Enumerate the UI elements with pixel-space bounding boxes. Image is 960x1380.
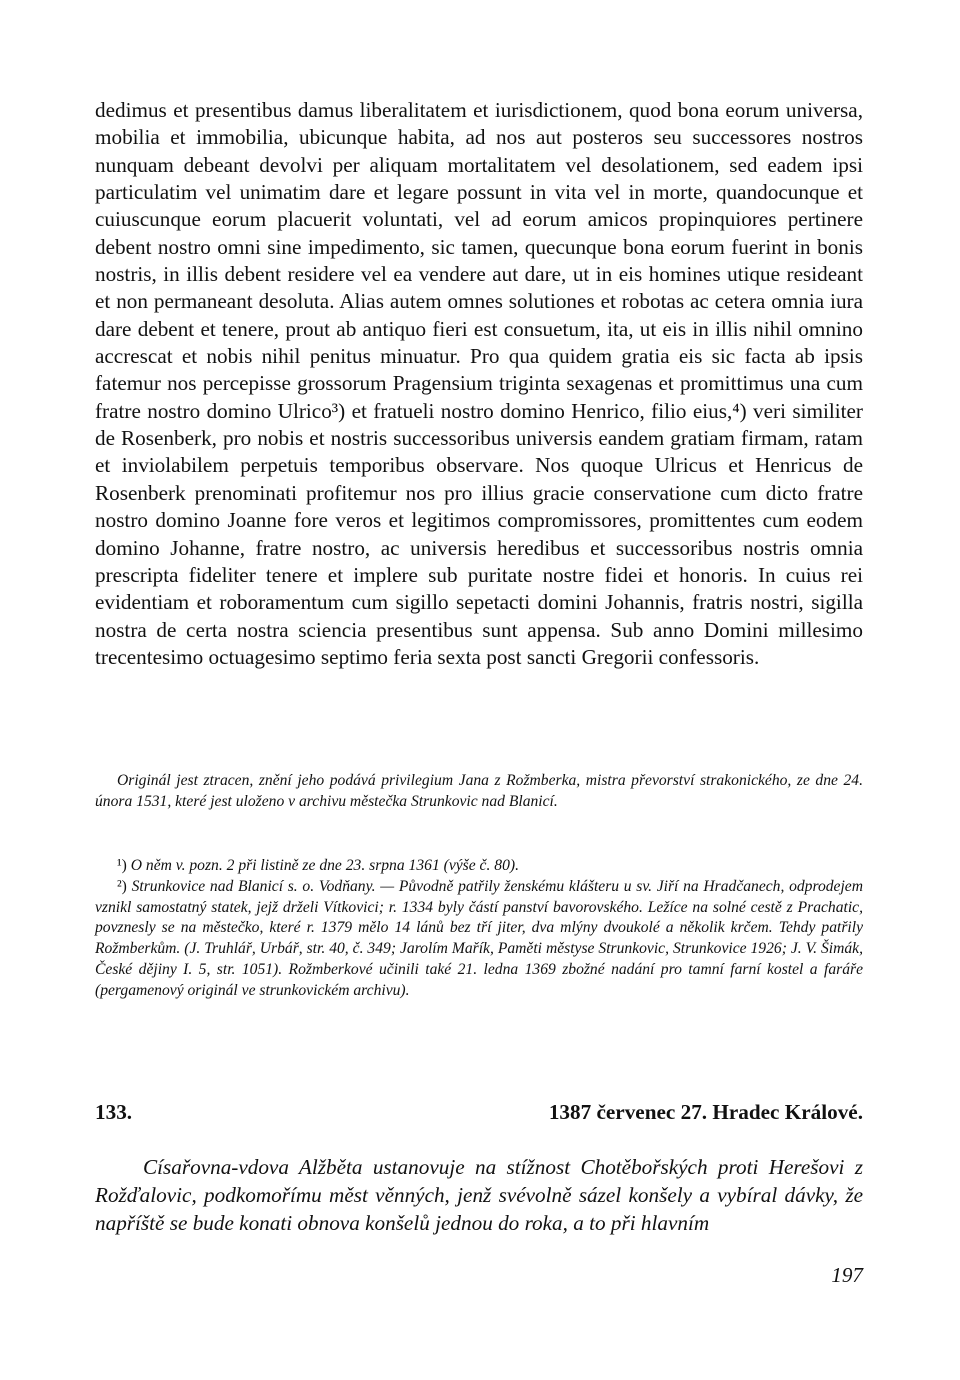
charter-text: dedimus et presentibus damus liberalitatem et iurisdictionem, quod bona eorum universa, mobilia et immobilia, ubicunque habita, ad nos aut posteros seu successores nostros nunquam debeant devolvi per aliquam mortalitatem vel desolationem, sed eadem ipsi particulatim vel unimatim dare et legare possunt in vita vel in morte, quandocunque et cuiuscunque eorum placuerit voluntati, vel ad eorum amicos propinquiores pertinere debent nostro omni sine impedimento, sic tamen, quecunque bona eorum fuerint in bonis nostris, in illis debent residere vel ea vendere aut dare, ut in eis homines utique resideant et non permaneant desoluta. Alias autem omnes solutiones et robotas ac cetera omnia iura dare debent et tenere, prout ab antiquo fieri est consuetum, ita, ut eis in illis nihil omnino accrescat et nobis nihil penitus minuatur. Pro qua quidem gratia eis sic facta ab ipsis fatemur nos percepisse grossorum Pragensium triginta sexagenas et promittimus una cum fratre nostro domino Ulrico³) et fratueli nostro domino Henrico, filio eius,⁴) veri similiter de Rosenberk, pro nobis et nostris successoribus universis eandem gratiam firmam, ratam et inviolabilem perpetuis temporibus observare. Nos quoque Ulricus et Henricus de Rosenberk prenominati profitemur nos pro illius gracie conservatione cum dicto fratre nostro domino Joanne fore veros et legitimos compromissores, promittentes cum eodem domino Johanne, fratre nostro, ac universis heredibus et successoribus nostris omnia prescripta fideliter tenere et implere sub puritate nostre fidei et honoris. In cuius rei evidentiam et roboramentum cum sigillo sepetacti domini Johannis, fratris nostri, sigilla nostra de certa nostra sciencia presentibus sunt appensa. Sub anno Domini millesimo trecentesimo octuagesimo septimo feria sexta post sancti Gregorii confessoris. xyxy=(95,98,863,669)
footnote-1 xyxy=(95,856,863,877)
footnote-marker: ²) xyxy=(117,877,127,895)
page-number: 197 xyxy=(831,1263,863,1287)
archival-note: Originál jest ztracen, znění jeho podává privilegium Jana z Rožmberka, mistra převorství strakonického, ze dne 24. února 1531, které jest uloženo v archivu městečka Strunkovic nad Blanicí. xyxy=(95,772,863,811)
regest-summary: Císařovna-vdova Alžběta ustanovuje na stížnost Chotěbořských proti Herešovi z Rožďalovic, podkomořímu měst věnných, jenž svévolně sázel konšely a vybíral dávky, že napříště se bude konati obnova konšelů jednou do roka, a to při hlavním xyxy=(95,1155,863,1236)
document-number: 133. xyxy=(95,1100,133,1124)
document-header xyxy=(95,1100,863,1125)
document-date-place: 1387 červenec 27. Hradec Králové. xyxy=(548,1100,863,1124)
footnote-2 xyxy=(95,877,863,1002)
footnote-text: Strunkovice nad Blanicí s. o. Vodňany. — Původně patřily ženskému klášteru u sv. Jiří na Hradčanech, odprodejem vznikl samostatný statek, jejž drželi Vítkovici; r. 1334 byly částí panství bavorovského. Ležíce na solné cestě z Prachatic, povznesly se na městečko, které r. 1379 mělo 14 lánů bez tří jiter, dva mlýny dvoukolé a několik krčem. Tehdy patřily Rožmberkům. (J. Truhlář, Urbář, str. 40, č. 349; Jarolím Mařík, Paměti městyse Strunkovic, Strunkovice 1926; J. V. Šimák, České dějiny I. 5, str. 1051). Rožmberkové učinili také 21. ledna 1369 zbožné nadání pro tamní farní kostel a faráře (pergamenový originál ve strunkovickém archivu). xyxy=(95,877,863,999)
footnote-marker: ¹) xyxy=(117,857,127,874)
footnotes xyxy=(95,856,863,1002)
footnote-text: O něm v. pozn. 2 při listině ze dne 23. srpna 1361 (výše č. 80). xyxy=(126,857,519,874)
